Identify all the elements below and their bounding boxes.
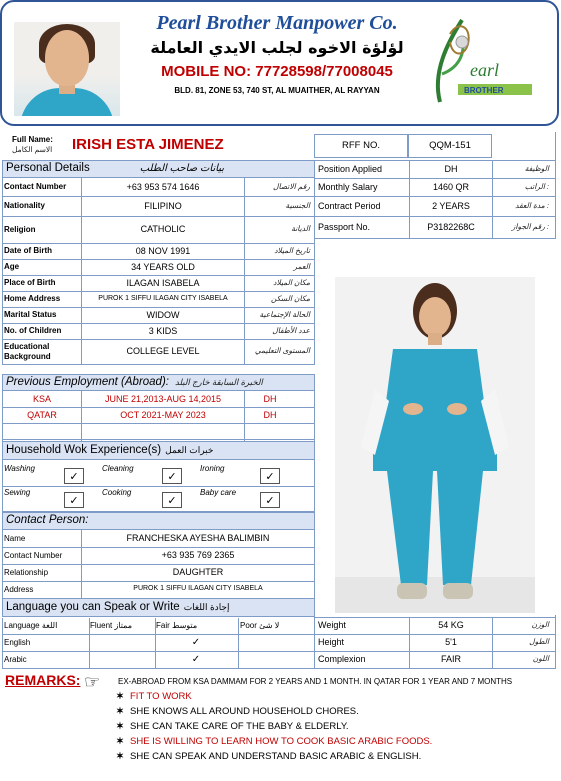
personal-label-ar: الديانة — [291, 224, 310, 234]
personal-label-ar: مكان السكن — [271, 293, 310, 303]
personal-value: 34 YEARS OLD — [131, 261, 195, 272]
position-label: Contract Period — [318, 200, 381, 211]
position-label: Passport No. — [318, 221, 371, 232]
contact-label: Name — [4, 533, 26, 543]
remark-item — [116, 736, 432, 747]
personal-value: PUROK 1 SIFFU ILAGAN CITY ISABELA — [98, 294, 228, 302]
physical-label-ar: اللون — [532, 654, 549, 664]
personal-value: CATHOLIC — [140, 224, 186, 235]
grid-line — [89, 618, 90, 668]
physical-value: 5'1 — [445, 637, 457, 648]
star-bullet-icon: ✶ — [116, 721, 124, 732]
personal-label: No. of Children — [4, 326, 62, 336]
position-label: Position Applied — [318, 163, 383, 174]
personal-value: ILAGAN ISABELA — [126, 277, 200, 288]
personal-label: Contact Number — [4, 182, 67, 192]
star-bullet-icon: ✶ — [116, 751, 124, 762]
employment-title: Previous Employment (Abroad): — [6, 375, 169, 388]
grid-line — [314, 598, 315, 668]
household-item-label: Cooking — [102, 488, 132, 498]
grid-line — [2, 460, 3, 512]
household-item-label: Cleaning — [102, 464, 134, 474]
personal-details-title-ar: بيانات صاحب الطلب — [139, 163, 225, 175]
physical-value: FAIR — [440, 654, 461, 665]
cv-sheet — [2, 132, 556, 780]
remark-item — [116, 706, 359, 717]
grid-line — [409, 160, 410, 238]
star-bullet-icon: ✶ — [116, 706, 124, 717]
grid-line — [315, 617, 556, 618]
personal-label: Date of Birth — [4, 246, 52, 256]
full-name: IRISH ESTA JIMENEZ — [72, 136, 224, 154]
company-name: Pearl Brother Manpower Co. — [156, 12, 398, 34]
employment-header — [2, 374, 315, 391]
position-label-ar: مدة العقد : — [515, 200, 549, 210]
household-title: Household Wok Experience(s) — [6, 443, 162, 456]
remark-text: FIT TO WORK — [130, 691, 192, 702]
employment-position: DH — [263, 409, 277, 420]
candidate-figure — [335, 277, 535, 613]
remark-item — [116, 691, 192, 702]
grid-line — [2, 423, 315, 424]
language-name: English — [4, 637, 31, 647]
physical-value: 54 KG — [438, 620, 464, 631]
personal-details-title: Personal Details — [6, 162, 90, 175]
company-header — [0, 0, 559, 126]
physical-label: Weight — [318, 620, 346, 631]
household-item-label: Sewing — [4, 488, 31, 498]
personal-label-ar: الحالة الإجتماعية — [259, 309, 310, 319]
candidate-full-photo — [317, 275, 557, 615]
grid-line — [315, 160, 556, 161]
household-checkbox: ✓ — [162, 492, 182, 508]
employment-period: JUNE 21,2013-AUG 14,2015 — [104, 393, 222, 404]
household-checkbox: ✓ — [64, 492, 84, 508]
poor-col-header: Poor لا شئ — [240, 621, 280, 631]
employment-period: OCT 2021-MAY 2023 — [120, 409, 206, 420]
position-label-ar: الراتب : — [524, 181, 549, 191]
personal-value: +63 953 574 1646 — [126, 181, 200, 192]
grid-line — [81, 391, 82, 441]
remark-text: SHE CAN TAKE CARE OF THE BABY & ELDERLY. — [130, 721, 349, 732]
employment-country: QATAR — [27, 409, 57, 420]
physical-label-ar: الطول — [529, 637, 549, 647]
language-col-header: Language اللغة — [4, 621, 58, 631]
grid-line — [555, 132, 556, 238]
personal-label-ar: المستوى التعليمي — [254, 346, 310, 356]
employment-position: DH — [263, 393, 277, 404]
employment-title-ar: الخبرة السابقة خارج البلد — [174, 376, 263, 387]
contact-title: Contact Person: — [6, 514, 89, 527]
grid-line — [2, 486, 315, 487]
ref-no-value: QQM-151 — [408, 134, 492, 158]
ref-no-label: RFF NO. — [314, 134, 408, 158]
household-item-label: Baby care — [200, 488, 237, 498]
candidate-headshot — [14, 22, 120, 116]
grid-line — [238, 618, 239, 668]
star-bullet-icon: ✶ — [116, 736, 124, 747]
position-value: P3182268C — [427, 221, 475, 232]
contact-header — [2, 512, 315, 530]
personal-value: WIDOW — [146, 309, 180, 320]
personal-label: Religion — [4, 224, 36, 234]
position-label-ar: رقم الجواز : — [511, 221, 549, 231]
employment-country: KSA — [32, 393, 51, 404]
company-name-arabic: لؤلؤة الاخوه لجلب الايدي العاملة — [150, 38, 404, 57]
remark-text: SHE CAN SPEAK AND UNDERSTAND BASIC ARABIC & ENGLISH. — [130, 751, 422, 762]
language-header — [2, 598, 315, 617]
remark-item — [116, 751, 421, 762]
personal-details-header — [2, 160, 315, 178]
language-fair-mark: ✓ — [191, 636, 201, 648]
position-value: DH — [444, 163, 458, 174]
logo-text-bottom: BROTHER — [464, 86, 504, 95]
personal-label: Marital Status — [4, 310, 57, 320]
remarks-intro: EX-ABROAD FROM KSA DAMMAM FOR 2 YEARS AND 1 MONTH. IN QATAR FOR 1 YEAR AND 7 MONTHS — [118, 677, 513, 686]
grid-line — [555, 615, 556, 668]
position-label: Monthly Salary — [318, 181, 378, 192]
grid-line — [2, 439, 315, 440]
personal-label: Educational Background — [4, 342, 51, 361]
grid-line — [81, 530, 82, 598]
grid-line — [2, 618, 3, 668]
remark-item — [116, 721, 349, 732]
personal-label: Nationality — [4, 201, 45, 211]
star-bullet-icon: ✶ — [116, 691, 124, 702]
grid-line — [492, 617, 493, 668]
fair-col-header: Fair متوسط — [156, 621, 198, 631]
pointing-hand-icon: ☞ — [84, 672, 101, 692]
personal-label: Place of Birth — [4, 278, 56, 288]
grid-line — [2, 530, 3, 598]
contact-value: FRANCHESKA AYESHA BALIMBIN — [126, 533, 270, 544]
personal-label-ar: رقم الاتصال — [273, 181, 310, 191]
household-item-label: Ironing — [200, 464, 225, 474]
grid-line — [81, 178, 82, 364]
household-checkbox: ✓ — [162, 468, 182, 484]
contact-value: DAUGHTER — [172, 567, 224, 578]
remarks-section — [2, 669, 556, 780]
personal-label: Home Address — [4, 294, 61, 304]
grid-line — [155, 618, 156, 668]
household-header — [2, 441, 315, 460]
full-name-label-ar: الاسم الكامل — [12, 145, 53, 155]
personal-value: COLLEGE LEVEL — [126, 346, 200, 357]
personal-label-ar: الجنسية — [285, 200, 310, 210]
household-checkbox: ✓ — [64, 468, 84, 484]
position-label-ar: الوظيفة — [524, 163, 549, 173]
personal-value: 08 NOV 1991 — [135, 245, 191, 256]
full-name-label: Full Name: — [12, 135, 53, 145]
grid-line — [2, 364, 315, 365]
personal-value: 3 KIDS — [148, 325, 178, 336]
grid-line — [2, 391, 3, 441]
remarks-title: REMARKS: — [5, 672, 81, 688]
company-mobile: MOBILE NO: 77728598/77008045 — [161, 63, 393, 80]
personal-label: Age — [4, 262, 20, 272]
contact-label: Relationship — [4, 567, 49, 577]
logo-text-top: earl — [470, 60, 499, 80]
position-value: 1460 QR — [432, 181, 470, 192]
grid-line — [244, 178, 245, 364]
grid-line — [409, 617, 410, 668]
personal-value: FILIPINO — [144, 200, 182, 211]
fluent-col-header: Fluent ممتاز — [90, 621, 133, 631]
household-checkbox: ✓ — [260, 492, 280, 508]
grid-line — [492, 160, 493, 238]
personal-label-ar: العمر — [293, 261, 310, 271]
physical-label: Height — [318, 637, 345, 648]
household-title-ar: خبرات العمل — [165, 445, 214, 456]
contact-value: PUROK 1 SIFFU ILAGAN CITY ISABELA — [133, 585, 263, 593]
grid-line — [314, 160, 315, 364]
language-name: Arabic — [4, 654, 27, 664]
grid-line — [2, 178, 3, 364]
household-checkbox: ✓ — [260, 468, 280, 484]
contact-value: +63 935 769 2365 — [161, 550, 235, 561]
language-title-ar: إجادة اللغات — [183, 602, 230, 613]
pearl-brother-logo — [428, 12, 536, 112]
position-value: 2 YEARS — [432, 200, 470, 211]
contact-label: Address — [4, 584, 34, 594]
company-address: BLD. 81, ZONE 53, 740 ST, AL MUAITHER, AL RAYYAN — [174, 86, 380, 95]
grid-line — [314, 512, 315, 598]
language-fair-mark: ✓ — [191, 653, 201, 665]
physical-label: Complexion — [318, 654, 366, 665]
grid-line — [314, 374, 315, 441]
grid-line — [244, 391, 245, 441]
grid-line — [315, 238, 556, 239]
contact-label: Contact Number — [4, 550, 63, 560]
grid-line — [314, 460, 315, 512]
personal-label-ar: مكان الميلاد — [273, 277, 310, 287]
personal-label-ar: تاريخ الميلاد — [274, 245, 310, 255]
language-title: Language you can Speak or Write — [6, 600, 180, 613]
remark-text: SHE KNOWS ALL AROUND HOUSEHOLD CHORES. — [130, 706, 359, 717]
household-item-label: Washing — [4, 464, 35, 474]
remark-text: SHE IS WILLING TO LEARN HOW TO COOK BASIC ARABIC FOODS. — [130, 736, 433, 747]
physical-label-ar: الوزن — [531, 620, 549, 630]
personal-label-ar: عدد الأطفال — [272, 325, 310, 335]
